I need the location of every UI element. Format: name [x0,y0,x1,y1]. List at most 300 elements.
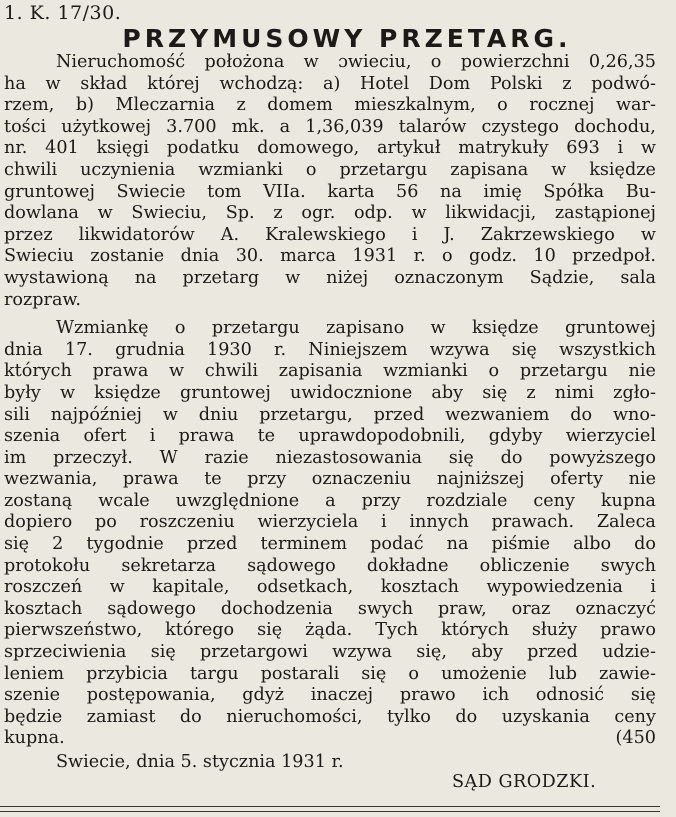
word: żąda. [305,620,353,641]
word: dochodu, [574,116,656,137]
word: z [236,95,246,116]
text-line [4,74,656,96]
word: gruntowej [179,382,271,403]
word: po [94,512,117,533]
word: w [551,159,567,180]
word: do [500,447,523,468]
word: Sądzie, [529,267,595,288]
notice-body [4,52,656,750]
word: wszystkich [559,339,656,360]
word: Mleczarnia [115,95,215,116]
word: odnosić [535,685,605,706]
word: niezastosowania [275,447,422,468]
text-line [4,707,656,729]
word: talarów [398,116,467,137]
word: użytkowej [61,116,152,137]
word: a [325,490,336,511]
word: sala [620,267,656,288]
word: których [441,620,509,641]
word: nie [628,361,656,382]
word: Polski [489,73,543,94]
word: rzem, [4,95,55,116]
text-line [4,182,656,204]
word: ha [4,73,26,94]
word: dochodzenia [220,598,333,619]
word: sądowego [107,598,196,619]
word: 10 [533,246,556,267]
word: oferty [550,469,604,490]
paragraph-claims [4,318,656,750]
word: gdyż [242,685,285,706]
word: 3.700 [166,116,217,137]
word: zapisana [450,159,529,180]
word: zostanie [90,246,165,267]
word: najniższej [436,469,525,490]
text-line [4,138,656,160]
text-line [4,383,656,405]
bottom-rule-double [0,811,660,812]
word: Kralewskiego [265,224,386,245]
word: wypowiedzenia [486,577,623,598]
word: gruntowej [4,181,95,202]
word: w [45,73,61,94]
word: terminem [260,534,348,555]
word: zawie- [599,663,656,684]
word: dnia [4,339,43,360]
word: się [257,620,283,641]
word: przetargu, [259,404,353,425]
word: razie [204,447,249,468]
word: dniu [198,404,239,425]
word: 1,36,039 [305,116,384,137]
notice-headline: PRZYMUSOWY PRZETARG. [122,24,572,53]
word: i [650,577,656,598]
word: przetargu [339,159,428,180]
word: gdyby [488,426,543,447]
word: ceny [533,490,575,511]
word: Nieruchomość [56,52,186,72]
word: których [4,361,72,382]
word: ɔwieciu, [338,52,412,72]
word: powierzchni [460,52,570,72]
word: tom [207,181,242,202]
word: w [430,318,446,339]
word: się [511,339,537,360]
word: matrykuły [458,138,549,159]
word: domem [267,95,333,116]
word: wzywa [332,642,392,663]
word: o [174,318,186,339]
word: w [97,203,113,224]
word: VIIa. [263,181,306,202]
word: księgi [96,138,150,159]
word: domowego, [257,138,360,159]
word: wzmianki [383,361,468,382]
word: umożenie [441,663,527,684]
word: się, [416,642,447,663]
text-line [4,203,656,225]
word: protokołu [4,555,91,576]
word: 30. [235,246,264,267]
word: w [303,52,319,72]
word: 1931 [352,246,398,267]
word: udzie- [602,642,656,663]
word: r. [274,339,287,360]
word: postarali [260,663,340,684]
word: przez [4,224,53,245]
word: wzmianki [198,159,283,180]
word: chwili [4,159,58,180]
word: o [488,361,500,382]
word: 1930 [207,339,252,360]
word: uczynienia [80,159,176,180]
word: księdze [589,159,656,180]
word: uprawdopodobnili, [298,426,466,447]
text-line [4,556,656,578]
word: rozdziale [426,490,508,511]
word: zgło- [613,382,656,403]
word: przetarg [182,267,260,288]
word: sekretarza [121,555,216,576]
word: kosztach [4,598,83,619]
word: niżej [326,267,369,288]
text-line [4,534,656,556]
word: nimi [554,382,595,403]
word: w [59,382,76,403]
closing-row [4,728,656,750]
word: lub [548,663,578,684]
word: prawa [122,469,179,490]
word: 401 [45,138,79,159]
word: karta [327,181,375,202]
word: 17. [64,339,93,360]
word: ogr. [301,203,336,224]
word: przetargu [519,361,608,382]
word: wno- [613,404,656,425]
word: kosztach [380,577,459,598]
word: 0,26,35 [588,52,656,72]
word: Zaleca [596,512,656,533]
word: 2 [52,534,64,555]
word: w [285,267,301,288]
word: b) [75,95,94,116]
word: nie [628,469,656,490]
word: wcale [98,490,150,511]
text-line [4,246,656,268]
reference-number: (450 [615,728,656,749]
word: i [380,512,387,533]
word: i [617,138,624,159]
word: w [162,404,178,425]
word: a) [322,73,341,94]
word: Bu- [625,181,656,202]
word: dopiero [4,512,73,533]
word: o [408,663,420,684]
word: do [179,706,202,727]
word: Spółka [543,181,605,202]
word: Tych [375,620,419,641]
word: war- [615,95,656,116]
word: skład [80,73,128,94]
text-line [4,52,656,74]
word: piśmie [491,534,551,555]
word: roszczeniu [139,512,235,533]
word: z [273,203,283,224]
word: z [562,73,572,94]
word: aby [471,642,503,663]
word: ich [482,685,510,706]
word: godz. [469,246,517,267]
word: pierwszeństwo, [4,620,143,641]
word: oznaczonym [394,267,504,288]
word: marca [280,246,336,267]
text-line [4,95,656,117]
word: a [279,116,291,137]
word: w [169,361,185,382]
word: roszczeń [4,577,83,598]
text-line [4,405,656,427]
word: odp. [354,203,393,224]
closing-word: kupna. [4,728,65,749]
word: szenie [4,685,61,706]
word: zapisania [278,361,363,382]
word: imię [483,181,522,202]
word: swych [357,598,414,619]
word: do [634,534,656,555]
word: prawa [92,361,149,382]
word: służy [531,620,578,641]
word: się [4,534,30,555]
text-line [4,361,656,383]
word: rocznej [529,95,595,116]
word: księdze [471,318,539,339]
word: targu [189,663,239,684]
word: podać [370,534,424,555]
word: Dom [428,73,471,94]
word: powyższego [549,447,656,468]
word: w [109,577,125,598]
word: 56 [396,181,419,202]
word: wchodzą: [219,73,304,94]
word: się [448,447,474,468]
word: się [630,685,656,706]
word: i [411,224,418,245]
text-line [4,685,656,707]
word: kupna [600,490,656,511]
word: zastąpionej [554,203,656,224]
word: A. [220,224,240,245]
text-line [4,512,656,534]
text-line [4,448,656,470]
word: oraz [511,598,551,619]
word: się [150,642,176,663]
word: te [257,426,276,447]
word: prawach. [491,512,575,533]
word: oznaczeniu [311,469,412,490]
word: się [482,382,508,403]
word: Swieciu, [131,203,207,224]
word: w [640,224,656,245]
paragraph-gap [4,311,656,318]
text-line [4,491,656,513]
word: podwó- [591,73,656,94]
word: prawo [399,685,456,706]
case-reference: 1. K. 17/30. [4,2,122,24]
word: albo [573,534,612,555]
word: i [149,426,156,447]
word: prawo [600,620,656,641]
word: zapisano [326,318,405,339]
text-line [4,577,656,599]
word: przy [361,490,401,511]
word: swych [600,555,656,576]
word: tości [4,116,47,137]
word: wzywa [429,339,490,360]
word: zamiast [86,706,156,727]
word: będzie [4,706,63,727]
word: odsetkach, [256,577,354,598]
word: przy [247,469,287,490]
word: te [204,469,222,490]
word: gruntowej [564,318,656,339]
word: Swiecie [116,181,186,202]
text-line [4,225,656,247]
word: Zakrzewskiego [480,224,615,245]
word: inaczej [310,685,374,706]
word: ceny [614,706,656,727]
word: oznaczyć [575,598,656,619]
word: postępowania, [86,685,216,706]
word: sili [4,404,30,425]
word: wezwaniem [445,404,550,425]
word: uzyskania [501,706,590,727]
word: były [4,382,41,403]
word: mk. [231,116,265,137]
word: tylko [387,706,431,727]
word: zostaną [4,490,73,511]
text-line [4,268,656,290]
word: artykuł [376,138,441,159]
word: wystawioną [4,267,109,288]
text-line [4,664,656,686]
word: dnia [180,246,220,267]
word: położona [204,52,285,72]
word: czystego [481,116,559,137]
word: aby [431,382,464,403]
word: szenia [4,426,61,447]
text-line [4,160,656,182]
word: z [526,382,536,403]
word: do [455,706,478,727]
word: przeczył. [53,447,133,468]
word: tygodnie [86,534,164,555]
word: praw, [438,598,487,619]
text-line: rozpraw. [4,289,81,310]
word: Hotel [360,73,410,94]
word: przed [186,534,238,555]
word: Niniejszem [308,339,408,360]
word: dowlana [4,203,79,224]
word: przetargu [211,318,300,339]
word: nieruchomości, [226,706,363,727]
word: przetargowi [200,642,308,663]
word: ofert [83,426,127,447]
word: najpóźniej [50,404,143,425]
word: nr. [4,138,28,159]
place-and-date: Swiecie, dnia 5. stycznia 1931 r. [56,752,344,772]
word: na [446,534,469,555]
bottom-rule [0,806,660,807]
word: dokładne [366,555,449,576]
text-line [4,426,656,448]
word: Wzmiankę [56,318,149,339]
word: sprzeciwienia [4,642,127,663]
word: wierzyciel [565,426,656,447]
text-line [4,469,656,491]
word: r. [413,246,426,267]
word: o [497,95,508,116]
text-line [4,599,656,621]
word: na [440,181,462,202]
word: przed [373,404,425,425]
word: J. [443,224,455,245]
word: mieszkalnym, [354,95,476,116]
word: wezwania, [4,469,98,490]
word: prawa [178,426,235,447]
word: przybicia [86,663,168,684]
word: przed [527,642,578,663]
word: Swieciu [4,246,74,267]
word: o [305,159,317,180]
word: o [442,246,453,267]
word: im [4,447,27,468]
word: się [361,663,387,684]
word: księdze [94,382,161,403]
word: uwidocznione [289,382,413,403]
word: chwili [204,361,258,382]
word: sądowego [247,555,336,576]
word: którego [165,620,235,641]
text-line [4,620,656,642]
word: w [640,138,656,159]
word: do [570,404,593,425]
word: 693 [566,138,600,159]
word: której [147,73,200,94]
word: podatku [166,138,240,159]
text-line [4,340,656,362]
word: obliczenie [479,555,570,576]
word: wierzyciela [257,512,359,533]
paragraph-auction-details [4,52,656,311]
word: leniem [4,663,65,684]
text-line [4,318,656,340]
word: uwzględnione [175,490,300,511]
word: przedpoł. [572,246,656,267]
text-line [4,642,656,664]
word: likwidatorów [78,224,195,245]
word: na [134,267,157,288]
court-signature: SĄD GRODZKI. [452,772,597,792]
word: kapitale, [152,577,230,598]
word: Sp. [225,203,255,224]
text-line [4,117,656,139]
word: W [159,447,178,468]
word: w [411,203,427,224]
word: grudnia [115,339,185,360]
word: o [430,52,442,72]
word: likwidacji, [445,203,537,224]
word: innych [409,512,469,533]
